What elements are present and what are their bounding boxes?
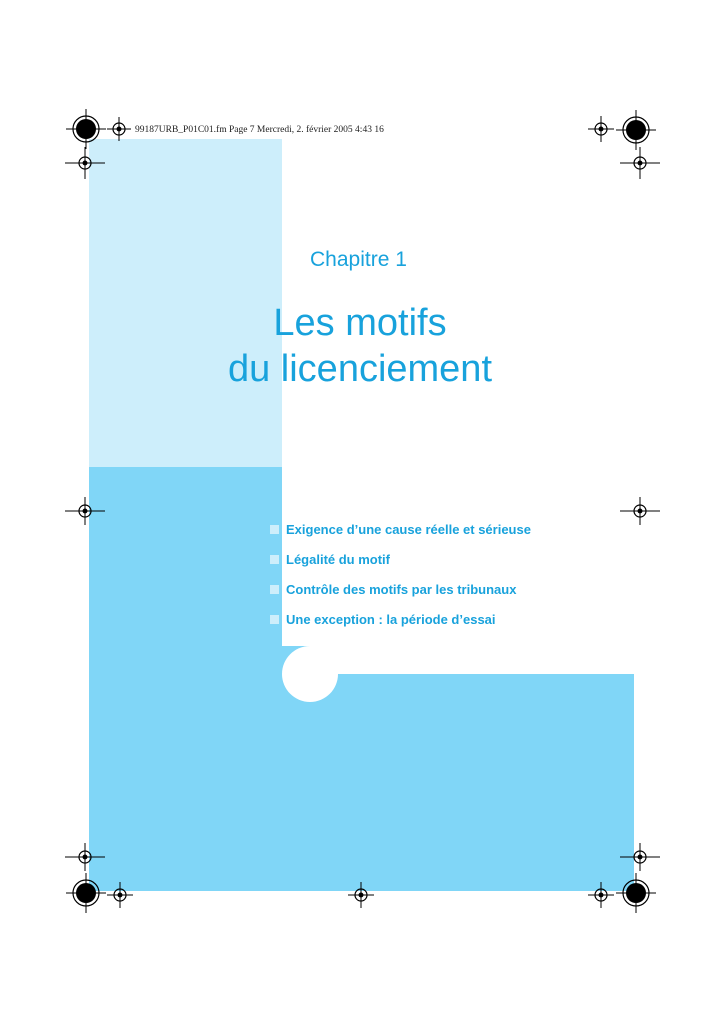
registration-mark-icon	[65, 147, 105, 179]
square-bullet-icon	[270, 615, 279, 624]
list-item	[270, 574, 531, 604]
chapter-title-line-1: Les motifs	[273, 302, 447, 344]
list-item-label: Une exception : la période d’essai	[286, 611, 496, 627]
registration-mark-icon	[66, 873, 106, 913]
registration-mark-icon	[616, 873, 656, 913]
chapter-title	[180, 300, 540, 392]
chapter-title-line-2: du licenciement	[227, 348, 493, 390]
registration-mark-icon	[620, 843, 660, 871]
list-item-label: Exigence d’une cause réelle et sérieuse	[286, 521, 531, 537]
square-bullet-icon	[270, 525, 279, 534]
list-item	[270, 544, 531, 574]
registration-mark-icon	[588, 116, 614, 142]
registration-mark-icon	[348, 882, 374, 908]
list-item	[270, 514, 531, 544]
registration-mark-icon	[65, 497, 105, 525]
registration-mark-icon	[107, 117, 131, 141]
chapter-label: Chapitre 1	[310, 248, 407, 271]
print-header: 99187URB_P01C01.fm Page 7 Mercredi, 2. février 2005 4:43 16	[135, 125, 384, 135]
list-item	[270, 604, 531, 634]
blue-panel-bottom	[282, 674, 634, 891]
registration-mark-icon	[66, 109, 106, 149]
registration-mark-icon	[107, 882, 133, 908]
square-bullet-icon	[270, 555, 279, 564]
white-rounded-corner	[282, 646, 338, 702]
list-item-label: Contrôle des motifs par les tribunaux	[286, 581, 517, 597]
registration-mark-icon	[620, 497, 660, 525]
square-bullet-icon	[270, 585, 279, 594]
list-item-label: Légalité du motif	[286, 551, 390, 567]
registration-mark-icon	[588, 882, 614, 908]
registration-mark-icon	[65, 843, 105, 871]
registration-mark-icon	[620, 147, 660, 179]
blue-panel-left	[89, 467, 282, 891]
chapter-contents-list	[270, 514, 531, 634]
registration-mark-icon	[616, 110, 656, 150]
